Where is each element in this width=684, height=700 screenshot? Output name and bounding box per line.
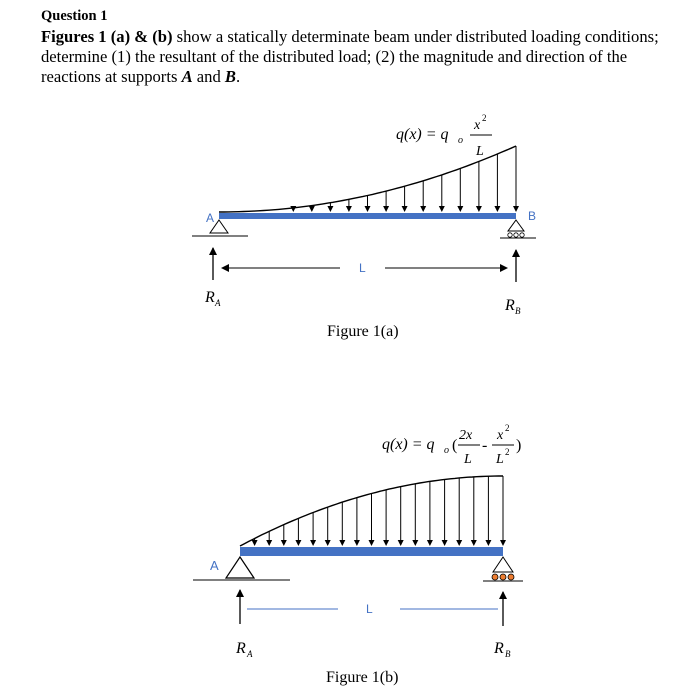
fig-a-reaction-b: R [505, 297, 515, 314]
support-b-ref: B [224, 67, 236, 86]
fig-a-label-b: B [528, 209, 537, 223]
fig-b-term2-den-sup: 2 [505, 447, 510, 457]
fig-a-beam [219, 213, 516, 219]
load-arrow-head [442, 540, 448, 546]
question-and: and [192, 67, 225, 86]
load-arrow-head [252, 540, 258, 546]
fig-a-roller-3 [520, 233, 524, 237]
fig-b-term1-den: L [464, 452, 472, 467]
fig-b-reaction-a: R [236, 640, 246, 657]
fig-b-roller-support-b [493, 557, 513, 572]
load-arrow-head [365, 206, 371, 212]
load-arrow-head [327, 206, 333, 212]
fig-a-eq-lhs: q(x) = q [396, 126, 449, 143]
figure-1a [192, 113, 536, 340]
fig-a-eq-den: L [476, 144, 484, 159]
fig-a-caption: Figure 1(a) [327, 323, 399, 340]
question-body: show a statically determinate beam under distributed loading conditions; determine (1) the resultant of the distributed load; (2) the magnitude and direction of the reactions at supports [41, 27, 659, 86]
load-arrow-head [398, 540, 404, 546]
fig-b-eq-lhs: q(x) = q [382, 436, 435, 453]
load-arrow-head [383, 540, 389, 546]
fig-b-roller-3 [508, 574, 514, 580]
fig-b-caption: Figure 1(b) [326, 669, 399, 686]
question-heading: Question 1 [41, 8, 108, 24]
question-end: . [235, 67, 241, 86]
fig-a-roller-2 [514, 233, 518, 237]
fig-b-beam [240, 547, 503, 556]
fig-a-reaction-labels [204, 289, 521, 316]
load-arrow-head [281, 540, 287, 546]
fig-b-reaction-a-sub: A [247, 649, 253, 659]
fig-b-load-arrows [252, 476, 506, 546]
load-arrow-head [412, 540, 418, 546]
fig-b-roller-2 [500, 574, 506, 580]
fig-b-load-equation [382, 423, 521, 467]
fig-b-eq-sub: o [444, 445, 449, 456]
fig-a-load-equation [396, 113, 492, 159]
load-arrow-head [383, 206, 389, 212]
load-arrow-head [427, 540, 433, 546]
fig-b-eq-close: ) [516, 437, 522, 454]
fig-b-roller-1 [492, 574, 498, 580]
support-a-ref: A [181, 67, 193, 86]
load-arrow-head [309, 206, 315, 212]
load-arrow-head [456, 540, 462, 546]
load-arrow-head [494, 206, 500, 212]
load-arrow-head [346, 206, 352, 212]
fig-a-reaction-b-sub: B [515, 306, 521, 316]
fig-b-term2-den: L [496, 452, 504, 467]
load-arrow-head [402, 206, 408, 212]
load-arrow-head [439, 206, 445, 212]
fig-a-span-label: L [359, 261, 366, 275]
fig-a-load-arrows [290, 146, 519, 212]
fig-b-span-label: L [366, 602, 373, 616]
load-arrow-head [513, 206, 519, 212]
load-arrow-head [457, 206, 463, 212]
fig-a-eq-num: x [474, 118, 481, 133]
fig-a-roller-support-b [508, 220, 524, 231]
fig-b-term2-num-sup: 2 [505, 423, 510, 433]
fig-b-eq-minus: - [482, 437, 488, 454]
fig-b-term1-num: 2x [459, 428, 473, 443]
fig-b-pin-support-a [226, 557, 254, 578]
fig-b-reaction-b-sub: B [505, 649, 511, 659]
load-arrow-head [354, 540, 360, 546]
load-arrow-head [476, 206, 482, 212]
load-arrow-head [369, 540, 375, 546]
load-arrow-head [325, 540, 331, 546]
fig-a-reaction-a: R [205, 289, 215, 306]
load-arrow-head [420, 206, 426, 212]
fig-a-eq-sub: o [458, 135, 463, 146]
figures-ref: Figures 1 (a) & (b) [41, 27, 173, 46]
fig-b-label-a: A [210, 558, 219, 573]
load-arrow-head [295, 540, 301, 546]
load-arrow-head [471, 540, 477, 546]
load-arrow-head [485, 540, 491, 546]
fig-a-reaction-a-sub: A [215, 298, 221, 308]
fig-a-label-a: A [206, 211, 215, 225]
fig-a-eq-num-sup: 2 [482, 113, 487, 123]
fig-b-eq-open: ( [452, 437, 458, 454]
load-arrow-head [339, 540, 345, 546]
load-arrow-head [500, 540, 506, 546]
load-arrow-head [310, 540, 316, 546]
load-arrow-head [290, 206, 296, 212]
fig-b-term2-num: x [497, 428, 504, 443]
figure-1b [193, 423, 523, 686]
fig-b-reaction-labels [235, 640, 511, 659]
load-arrow-head [266, 540, 272, 546]
fig-b-reaction-b: R [494, 640, 504, 657]
fig-a-roller-1 [508, 233, 512, 237]
